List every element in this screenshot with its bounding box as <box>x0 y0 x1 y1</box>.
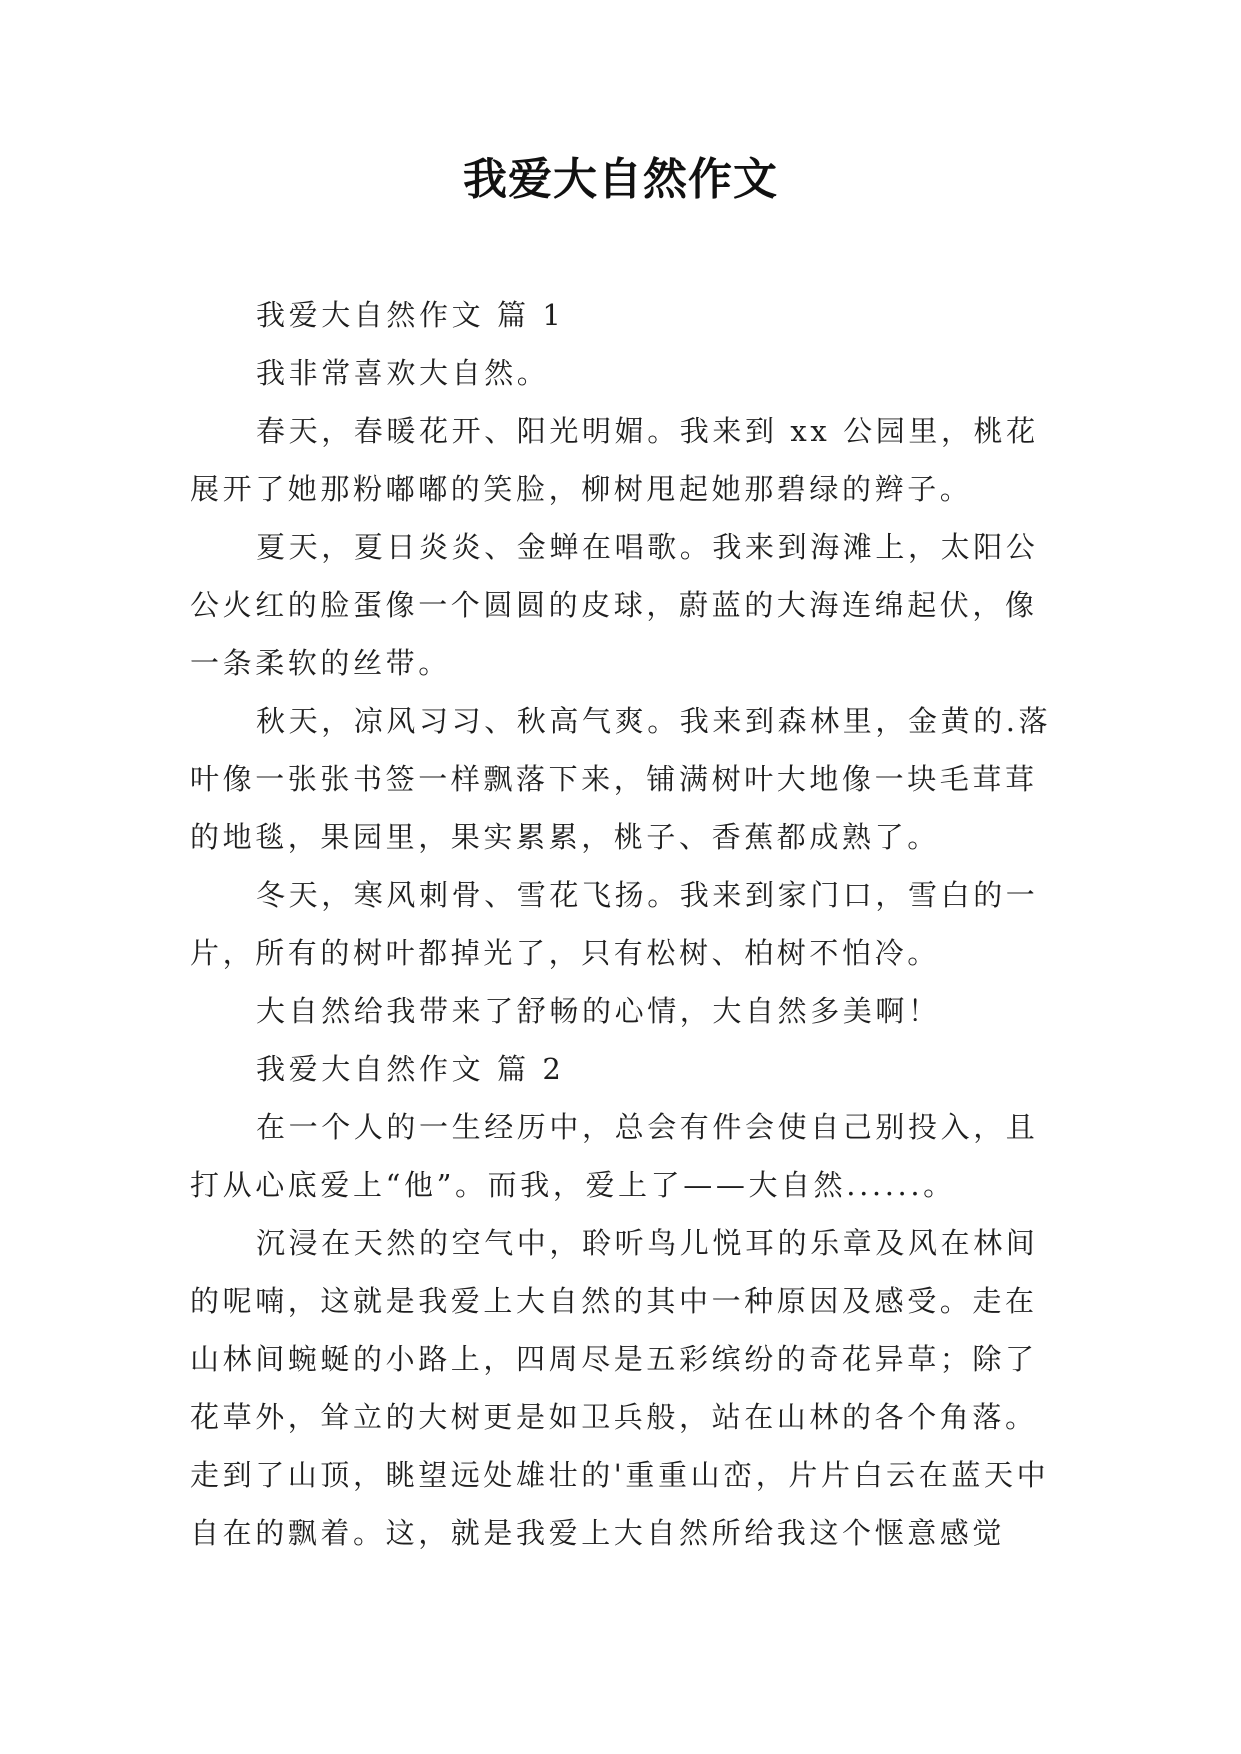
paragraph-conclusion: 大自然给我带来了舒畅的心情，大自然多美啊！ <box>256 994 941 1028</box>
paragraph-spring: 春天，春暖花开、阳光明媚。我来到 xx 公园里，桃花展开了她那粉嘟嘟的笑脸，柳树甩起她那碧绿的辫子。 <box>190 414 1039 506</box>
document-body <box>190 286 1060 1562</box>
paragraph-winter: 冬天，寒风刺骨、雪花飞扬。我来到家门口，雪白的一片，所有的树叶都掉光了，只有松树、柏树不怕冷。 <box>190 878 1039 970</box>
paragraph: 我非常喜欢大自然。 <box>256 356 550 390</box>
paragraph-autumn: 秋天，凉风习习、秋高气爽。我来到森林里，金黄的.落叶像一张张书签一样飘落下来，铺满树叶大地像一块毛茸茸的地毯，果园里，果实累累，桃子、香蕉都成熟了。 <box>190 704 1052 854</box>
paragraph-summer: 夏天，夏日炎炎、金蝉在唱歌。我来到海滩上，太阳公公火红的脸蛋像一个圆圆的皮球，蔚蓝的大海连绵起伏，像一条柔软的丝带。 <box>190 530 1039 680</box>
essay-heading-2: 我爱大自然作文 篇 2 <box>256 1052 565 1086</box>
document-title: 我爱大自然作文 <box>463 154 778 205</box>
paragraph: 在一个人的一生经历中，总会有件会使自己别投入，且打从心底爱上“他”。而我，爱上了——大自然......。 <box>190 1110 1039 1202</box>
essay-heading-1: 我爱大自然作文 篇 1 <box>256 298 565 332</box>
paragraph: 沉浸在天然的空气中，聆听鸟儿悦耳的乐章及风在林间的呢喃，这就是我爱上大自然的其中一种原因及感受。走在山林间蜿蜒的小路上，四周尽是五彩缤纷的奇花异草；除了花草外，耸立的大树更是如卫兵般，站在山林的各个角落。走到了山顶，眺望远处雄壮的'重重山峦，片片白云在蓝天中自在的飘着。这，就是我爱上大自然所给我这个惬意感觉 <box>190 1226 1050 1550</box>
